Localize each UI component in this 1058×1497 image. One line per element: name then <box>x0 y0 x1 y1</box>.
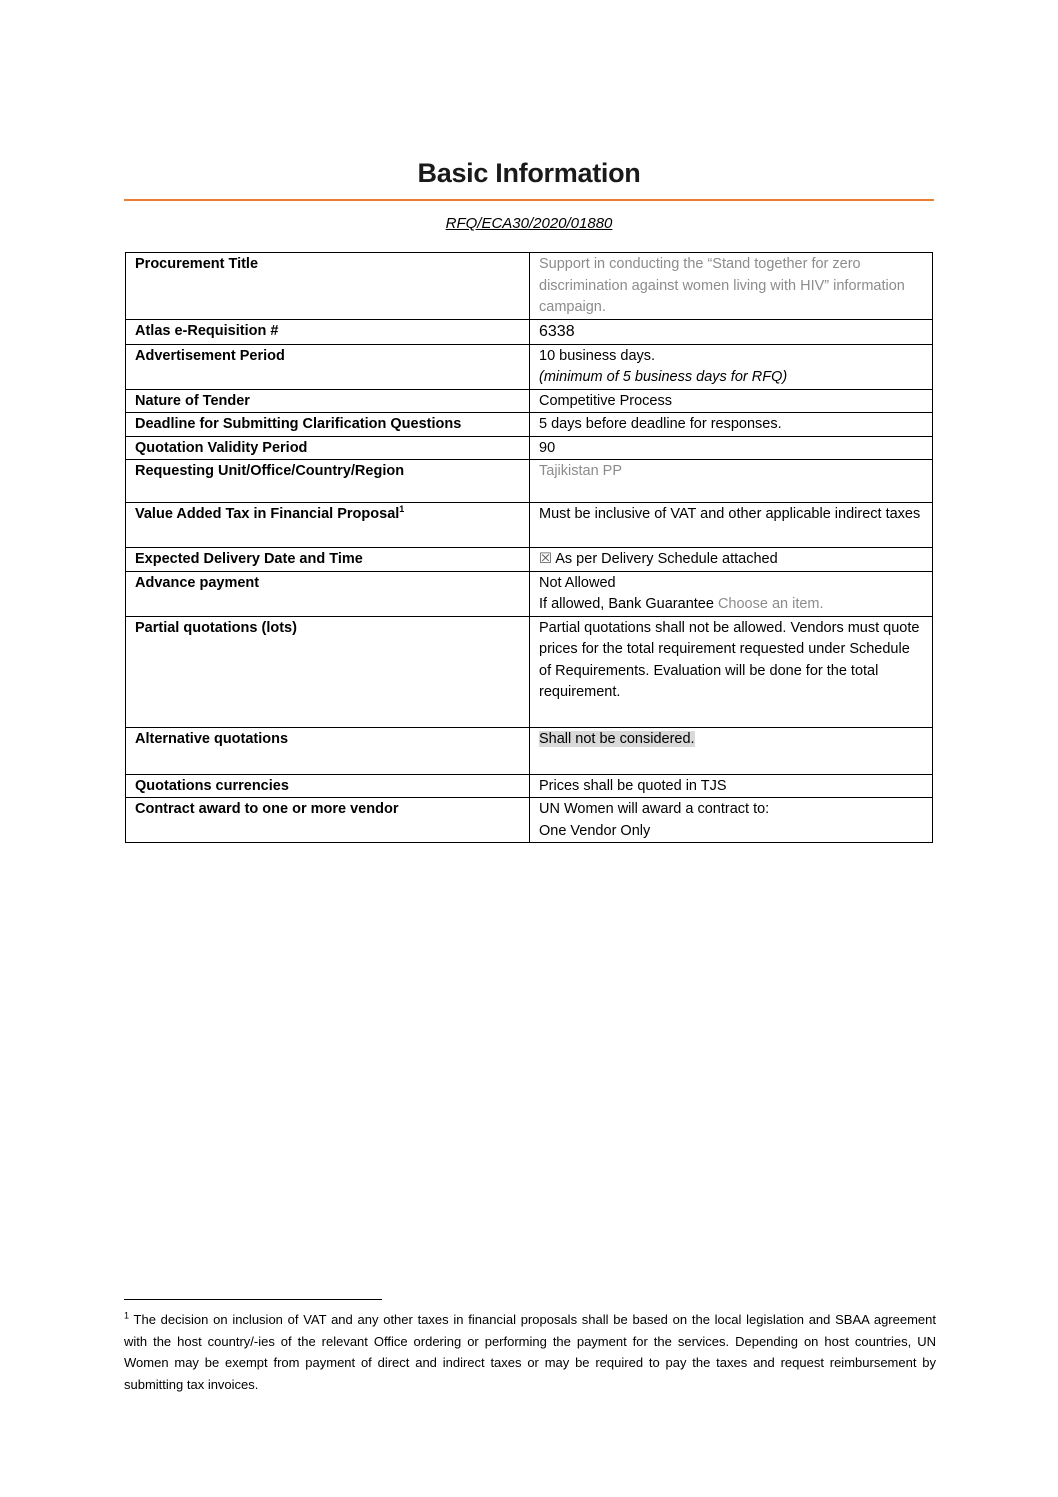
row-label: Expected Delivery Date and Time <box>126 548 530 572</box>
footnote-separator <box>124 1299 382 1300</box>
row-label: Quotations currencies <box>126 774 530 798</box>
alternative-quotations-cell <box>530 727 933 774</box>
table-row <box>126 616 933 727</box>
footnote-text: The decision on inclusion of VAT and any other taxes in financial proposals shall be based on the local legislation and SBAA agreement with the host country/-ies of the relevant Office ordering or performing the payment for the services. Depending on host countries, UN Women may be exempt from payment of direct and indirect taxes or may be required to pay the taxes and request reimbursement by submitting tax invoices. <box>124 1312 936 1392</box>
advertisement-period-value[interactable]: 10 business days. <box>539 347 656 364</box>
title-underline-divider <box>124 199 934 201</box>
requesting-unit-value[interactable]: Tajikistan PP <box>530 460 933 503</box>
advertisement-period-note: (minimum of 5 business days for RFQ) <box>539 369 788 385</box>
table-row <box>126 798 933 843</box>
row-label: Partial quotations (lots) <box>126 616 530 727</box>
contract-award-option[interactable]: One Vendor Only <box>539 822 651 839</box>
row-label: Alternative quotations <box>126 727 530 774</box>
advance-payment-cell <box>530 571 933 616</box>
table-row <box>126 460 933 503</box>
row-label: Deadline for Submitting Clarification Questions <box>126 413 530 437</box>
table-row <box>126 389 933 413</box>
vat-value[interactable]: Must be inclusive of VAT and other applicable indirect taxes <box>530 503 933 548</box>
row-label: Contract award to one or more vendor <box>126 798 530 843</box>
row-label: Value Added Tax in Financial Proposal <box>135 506 400 522</box>
rfq-reference: RFQ/ECA30/2020/01880 <box>445 215 613 232</box>
requisition-number-value[interactable]: 6338 <box>530 319 933 344</box>
bank-guarantee-line <box>539 594 923 616</box>
currencies-value[interactable]: Prices shall be quoted in TJS <box>530 774 933 798</box>
table-row <box>126 571 933 616</box>
nature-of-tender-value[interactable]: Competitive Process <box>530 389 933 413</box>
row-label: Requesting Unit/Office/Country/Region <box>126 460 530 503</box>
table-row <box>126 319 933 344</box>
table-row <box>126 413 933 437</box>
partial-quotations-value[interactable]: Partial quotations shall not be allowed. Vendors must quote prices for the total requirement requested under Schedule of Requirements. Evaluation will be done for the total requirement. <box>530 616 933 727</box>
alternative-quotations-value[interactable]: Shall not be considered. <box>539 730 695 747</box>
validity-period-value[interactable]: 90 <box>530 436 933 460</box>
procurement-title-value[interactable]: Support in conducting the “Stand together for zero discrimination against women living with HIV” information campaign. <box>530 253 933 320</box>
row-label: Procurement Title <box>126 253 530 320</box>
contract-award-cell <box>530 798 933 843</box>
vat-label-cell <box>126 503 530 548</box>
table-row <box>126 774 933 798</box>
delivery-date-value: As per Delivery Schedule attached <box>555 551 778 567</box>
footnote <box>124 1309 936 1395</box>
page-title: Basic Information <box>417 158 641 188</box>
basic-information-table <box>125 252 933 843</box>
row-label: Nature of Tender <box>126 389 530 413</box>
footnote-mark: 1 <box>124 1310 130 1321</box>
table-row <box>126 253 933 320</box>
row-label: Advertisement Period <box>126 344 530 389</box>
contract-award-value: UN Women will award a contract to: <box>539 801 770 817</box>
row-label: Atlas e-Requisition # <box>126 319 530 344</box>
row-label: Advance payment <box>126 571 530 616</box>
bank-guarantee-dropdown[interactable]: Choose an item. <box>717 596 824 612</box>
delivery-date-cell <box>530 548 933 572</box>
table-row <box>126 548 933 572</box>
advertisement-period-cell <box>530 344 933 389</box>
clarification-deadline-value[interactable]: 5 days before deadline for responses. <box>530 413 933 437</box>
table-row <box>126 436 933 460</box>
advance-payment-value[interactable]: Not Allowed <box>539 574 616 591</box>
bank-guarantee-label: If allowed, Bank Guarantee <box>539 596 714 612</box>
table-row <box>126 344 933 389</box>
table-row <box>126 503 933 548</box>
checkbox-icon[interactable]: ☒ <box>539 551 552 567</box>
row-label: Quotation Validity Period <box>126 436 530 460</box>
table-row <box>126 727 933 774</box>
footnote-reference[interactable]: 1 <box>399 504 405 515</box>
